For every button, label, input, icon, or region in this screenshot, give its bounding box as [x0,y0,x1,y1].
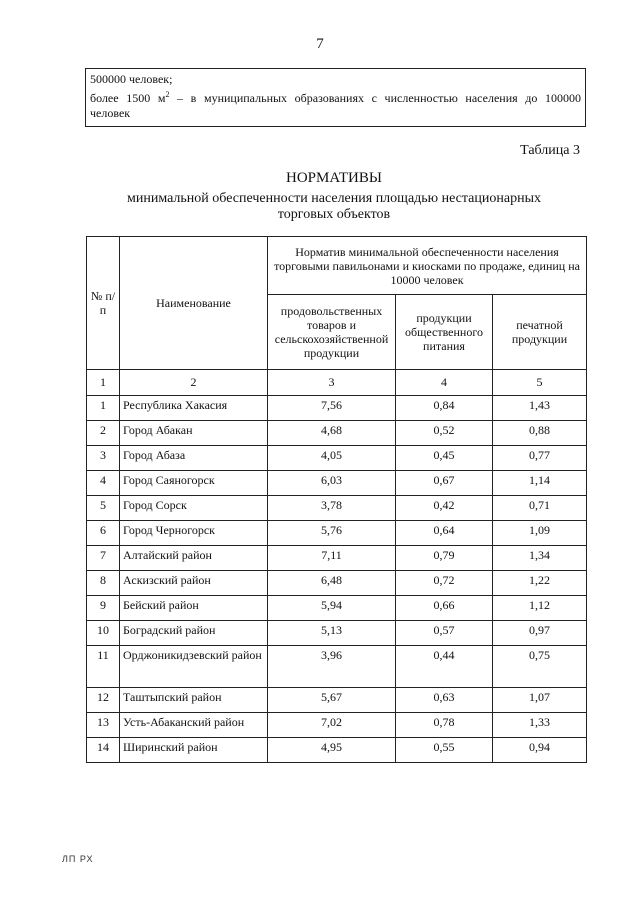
row-number: 4 [87,471,120,496]
row-food-value: 5,13 [268,621,396,646]
row-catering-value: 0,84 [396,396,493,421]
row-print-value: 0,94 [493,738,587,763]
row-print-value: 0,75 [493,646,587,688]
table-row [87,546,587,571]
row-print-value: 0,88 [493,421,587,446]
row-food-value: 4,68 [268,421,396,446]
row-food-value: 5,94 [268,596,396,621]
row-catering-value: 0,63 [396,688,493,713]
row-print-value: 0,97 [493,621,587,646]
row-number: 7 [87,546,120,571]
row-catering-value: 0,72 [396,571,493,596]
row-number: 11 [87,646,120,688]
table-row [87,571,587,596]
header-print: печатной продукции [493,295,587,370]
row-catering-value: 0,55 [396,738,493,763]
row-print-value: 0,77 [493,446,587,471]
row-number: 1 [87,396,120,421]
table-row [87,396,587,421]
page-number: 7 [316,36,324,52]
row-print-value: 1,07 [493,688,587,713]
row-catering-value: 0,45 [396,446,493,471]
row-food-value: 7,11 [268,546,396,571]
header-food: продовольственных товаров и сельскохозяйственной продукции [268,295,396,370]
row-number: 2 [87,421,120,446]
row-name: Город Сорск [120,496,268,521]
table-row [87,738,587,763]
table-row [87,646,587,688]
row-food-value: 7,02 [268,713,396,738]
row-food-value: 6,48 [268,571,396,596]
row-food-value: 3,96 [268,646,396,688]
row-food-value: 5,76 [268,521,396,546]
column-number-row [87,370,587,396]
table-label: Таблица 3 [520,143,580,158]
row-food-value: 5,67 [268,688,396,713]
row-number: 6 [87,521,120,546]
footer-code: ЛП РХ [62,854,94,864]
table-row [87,446,587,471]
row-number: 14 [87,738,120,763]
table-row [87,688,587,713]
row-print-value: 1,09 [493,521,587,546]
row-catering-value: 0,42 [396,496,493,521]
row-food-value: 7,56 [268,396,396,421]
row-number: 3 [87,446,120,471]
row-name: Город Абакан [120,421,268,446]
table-row [87,596,587,621]
note-box [85,68,586,127]
row-name: Город Черногорск [120,521,268,546]
column-number: 2 [120,370,268,396]
row-name: Республика Хакасия [120,396,268,421]
row-name: Усть-Абаканский район [120,713,268,738]
subtitle-line-1: минимальной обеспеченности населения площадью нестационарных [126,191,541,206]
page-title: НОРМАТИВЫ [286,170,382,186]
table-row [87,521,587,546]
header-catering: продукции общественного питания [396,295,493,370]
note-line-2-start: более 1500 м [90,91,166,105]
row-catering-value: 0,67 [396,471,493,496]
table-row [87,421,587,446]
row-catering-value: 0,78 [396,713,493,738]
column-number: 4 [396,370,493,396]
row-number: 9 [87,596,120,621]
page-subtitle [0,191,640,223]
row-name: Орджоникидзевский район [120,646,268,688]
row-catering-value: 0,57 [396,621,493,646]
note-line-3: человек [90,106,131,120]
row-food-value: 4,95 [268,738,396,763]
row-number: 13 [87,713,120,738]
note-line-1: 500000 человек; [90,72,173,86]
row-number: 5 [87,496,120,521]
row-name: Город Абаза [120,446,268,471]
table-row [87,471,587,496]
column-number: 3 [268,370,396,396]
row-name: Ширинский район [120,738,268,763]
row-catering-value: 0,79 [396,546,493,571]
note-superscript: 2 [165,90,170,99]
header-number: № п/п [87,237,120,370]
row-number: 10 [87,621,120,646]
row-print-value: 1,22 [493,571,587,596]
norms-table [86,236,587,763]
column-number: 5 [493,370,587,396]
row-name: Аскизский район [120,571,268,596]
row-food-value: 3,78 [268,496,396,521]
column-number: 1 [87,370,120,396]
subtitle-line-2: торговых объектов [277,207,391,222]
note-line-2-end: – в муниципальных образованиях с численностью населения до 100000 [169,91,581,105]
row-name: Таштыпский район [120,688,268,713]
row-print-value: 1,33 [493,713,587,738]
row-print-value: 1,12 [493,596,587,621]
row-catering-value: 0,52 [396,421,493,446]
row-food-value: 6,03 [268,471,396,496]
note-line-2 [90,87,581,106]
table-row [87,621,587,646]
row-catering-value: 0,66 [396,596,493,621]
row-number: 8 [87,571,120,596]
row-name: Город Саяногорск [120,471,268,496]
row-catering-value: 0,64 [396,521,493,546]
row-number: 12 [87,688,120,713]
row-print-value: 1,43 [493,396,587,421]
row-name: Бейский район [120,596,268,621]
header-group: Норматив минимальной обеспеченности населения торговыми павильонами и киосками по продаже, единиц на 10000 человек [268,237,587,295]
row-print-value: 1,34 [493,546,587,571]
table-row [87,713,587,738]
row-name: Алтайский район [120,546,268,571]
row-name: Боградский район [120,621,268,646]
row-food-value: 4,05 [268,446,396,471]
table-row [87,496,587,521]
header-name: Наименование [120,237,268,370]
row-print-value: 0,71 [493,496,587,521]
row-catering-value: 0,44 [396,646,493,688]
row-print-value: 1,14 [493,471,587,496]
